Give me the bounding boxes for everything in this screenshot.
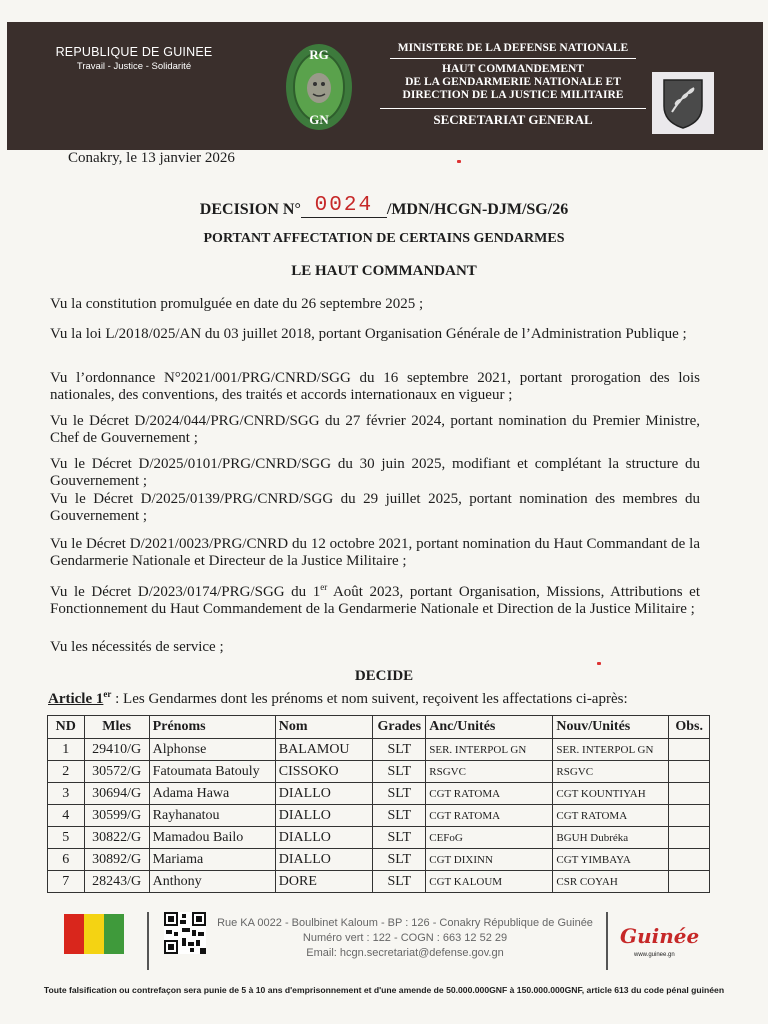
consideration-7: Vu le Décret D/2021/0023/PRG/CNRD du 12 octobre 2021, portant nomination du Haut Commandant de la Gendarmerie Nationale et Directeur de la Justice Militaire ; bbox=[50, 536, 700, 569]
red-dot-mark bbox=[457, 160, 461, 163]
command-line-2: DE LA GENDARMERIE NATIONALE ET bbox=[405, 76, 621, 88]
table-row bbox=[48, 761, 710, 783]
cell-prenoms: Mariama bbox=[149, 849, 275, 871]
cell-anc-unite: CGT DIXINN bbox=[426, 849, 553, 871]
footer-address-line: Rue KA 0022 - Boulbinet Kaloum - BP : 126 - Conakry République de Guinée bbox=[217, 917, 593, 929]
cell-prenoms: Fatoumata Batouly bbox=[149, 761, 275, 783]
cell-nouv-unite: CGT YIMBAYA bbox=[553, 849, 669, 871]
cell-mles: 30572/G bbox=[84, 761, 149, 783]
cell-prenoms: Adama Hawa bbox=[149, 783, 275, 805]
cell-nom: DIALLO bbox=[275, 783, 373, 805]
cell-nouv-unite: CSR COYAH bbox=[553, 871, 669, 893]
consideration-8-start: Vu le Décret D/2023/0174/PRG/SGG du 1 bbox=[50, 584, 321, 600]
cell-grade: SLT bbox=[373, 805, 426, 827]
footer-divider bbox=[606, 912, 608, 970]
cell-nouv-unite: SER. INTERPOL GN bbox=[553, 739, 669, 761]
cell-nouv-unite: BGUH Dubréka bbox=[553, 827, 669, 849]
command-line-3: DIRECTION DE LA JUSTICE MILITAIRE bbox=[402, 89, 624, 101]
date-line: Conakry, le 13 janvier 2026 bbox=[68, 150, 235, 166]
decision-authority: LE HAUT COMMANDANT bbox=[291, 263, 477, 279]
republic-title: REPUBLIQUE DE GUINEE bbox=[55, 45, 213, 59]
cell-grade: SLT bbox=[373, 761, 426, 783]
cell-nom: CISSOKO bbox=[275, 761, 373, 783]
col-header-mles: Mles bbox=[84, 716, 149, 739]
consideration-9: Vu les nécessités de service ; bbox=[50, 639, 224, 655]
cell-obs bbox=[669, 783, 710, 805]
cell-obs bbox=[669, 739, 710, 761]
footer-divider bbox=[147, 912, 149, 970]
cell-mles: 30599/G bbox=[84, 805, 149, 827]
table-row bbox=[48, 871, 710, 893]
justice-crest-icon bbox=[652, 72, 714, 134]
cell-nd: 1 bbox=[48, 739, 85, 761]
cell-obs bbox=[669, 827, 710, 849]
col-header-anc-unites: Anc/Unités bbox=[426, 716, 553, 739]
decide-heading: DECIDE bbox=[354, 668, 414, 684]
cell-anc-unite: CEFoG bbox=[426, 827, 553, 849]
cell-nd: 6 bbox=[48, 849, 85, 871]
cell-nouv-unite: CGT RATOMA bbox=[553, 805, 669, 827]
cell-grade: SLT bbox=[373, 871, 426, 893]
cell-grade: SLT bbox=[373, 783, 426, 805]
footer-address bbox=[212, 916, 598, 961]
cell-nd: 2 bbox=[48, 761, 85, 783]
consideration-3: Vu l’ordonnance N°2021/001/PRG/CNRD/SGG du 16 septembre 2021, portant prorogation des lois nationales, des conventions, des traités et accords internationaux en vigueur ; bbox=[50, 370, 700, 403]
col-header-prenoms: Prénoms bbox=[149, 716, 275, 739]
consideration-2: Vu la loi L/2018/025/AN du 03 juillet 2018, portant Organisation Générale de l’Administration Publique ; bbox=[50, 326, 687, 342]
secretariat-title: SECRETARIAT GENERAL bbox=[380, 108, 646, 126]
col-header-nom: Nom bbox=[275, 716, 373, 739]
decision-number: 0024 bbox=[301, 194, 387, 218]
cell-grade: SLT bbox=[373, 827, 426, 849]
decision-prefix: DECISION N° bbox=[199, 201, 301, 218]
cell-anc-unite: CGT RATOMA bbox=[426, 805, 553, 827]
cell-nom: DIALLO bbox=[275, 805, 373, 827]
consideration-1: Vu la constitution promulguée en date du 26 septembre 2025 ; bbox=[50, 296, 424, 312]
cell-grade: SLT bbox=[373, 849, 426, 871]
cell-nd: 5 bbox=[48, 827, 85, 849]
cell-mles: 30822/G bbox=[84, 827, 149, 849]
cell-obs bbox=[669, 871, 710, 893]
red-dot-mark bbox=[597, 662, 601, 665]
col-header-nouv-unites: Nouv/Unités bbox=[553, 716, 669, 739]
guinea-flag-icon bbox=[64, 914, 124, 954]
footer-email-line[interactable]: Email: hcgn.secretariat@defense.gov.gn bbox=[306, 947, 504, 959]
table-row bbox=[48, 783, 710, 805]
table-header-row bbox=[48, 716, 710, 739]
cell-nom: DORE bbox=[275, 871, 373, 893]
cell-nom: DIALLO bbox=[275, 827, 373, 849]
qr-code-icon[interactable] bbox=[164, 912, 206, 954]
cell-nd: 3 bbox=[48, 783, 85, 805]
consideration-8-sup: er bbox=[320, 582, 328, 592]
cell-anc-unite: SER. INTERPOL GN bbox=[426, 739, 553, 761]
republic-motto: Travail - Justice - Solidarité bbox=[76, 61, 192, 72]
guinee-brand-url[interactable]: www.guinee.gn bbox=[634, 952, 675, 958]
cell-nom: BALAMOU bbox=[275, 739, 373, 761]
gendarmerie-emblem-icon bbox=[284, 42, 354, 132]
cell-anc-unite: CGT KALOUM bbox=[426, 871, 553, 893]
article-1 bbox=[48, 689, 628, 708]
cell-prenoms: Mamadou Bailo bbox=[149, 827, 275, 849]
table-row bbox=[48, 739, 710, 761]
cell-obs bbox=[669, 805, 710, 827]
consideration-6: Vu le Décret D/2025/0139/PRG/CNRD/SGG du 29 juillet 2025, portant nomination des membres du Gouvernement ; bbox=[50, 491, 700, 524]
col-header-obs: Obs. bbox=[669, 716, 710, 739]
cell-mles: 30892/G bbox=[84, 849, 149, 871]
cell-nom: DIALLO bbox=[275, 849, 373, 871]
footer-phone-line: Numéro vert : 122 - COGN : 663 12 52 29 bbox=[302, 932, 508, 944]
cell-nd: 4 bbox=[48, 805, 85, 827]
article-text: : Les Gendarmes dont les prénoms et nom suivent, reçoivent les affectations ci-après: bbox=[111, 691, 628, 707]
cell-grade: SLT bbox=[373, 739, 426, 761]
cell-prenoms: Anthony bbox=[149, 871, 275, 893]
cell-obs bbox=[669, 849, 710, 871]
command-line-1: HAUT COMMANDEMENT bbox=[442, 63, 584, 75]
page-footer bbox=[0, 910, 768, 980]
cell-nouv-unite: RSGVC bbox=[553, 761, 669, 783]
table-row bbox=[48, 805, 710, 827]
decision-number-line bbox=[0, 194, 768, 222]
decision-suffix: /MDN/HCGN-DJM/SG/26 bbox=[386, 201, 569, 218]
cell-anc-unite: CGT RATOMA bbox=[426, 783, 553, 805]
cell-obs bbox=[669, 761, 710, 783]
cell-anc-unite: RSGVC bbox=[426, 761, 553, 783]
cell-nd: 7 bbox=[48, 871, 85, 893]
republic-block bbox=[44, 45, 224, 72]
consideration-8-end: Août 2023, portant Organisation, Missions, Attributions et Fonctionnement du Haut Commandement de la Gendarmerie Nationale et Direction de la Justice Militaire ; bbox=[50, 584, 700, 617]
ministry-title: MINISTERE DE LA DEFENSE NATIONALE bbox=[390, 42, 636, 59]
emblem-top-text: RG bbox=[309, 47, 329, 62]
cell-prenoms: Rayhanatou bbox=[149, 805, 275, 827]
col-header-grades: Grades bbox=[373, 716, 426, 739]
decision-subject: PORTANT AFFECTATION DE CERTAINS GENDARMES bbox=[203, 231, 565, 246]
cell-nouv-unite: CGT KOUNTIYAH bbox=[553, 783, 669, 805]
table-row bbox=[48, 849, 710, 871]
emblem-bottom-text: GN bbox=[309, 112, 329, 127]
article-label: Article 1 bbox=[48, 691, 104, 707]
cell-prenoms: Alphonse bbox=[149, 739, 275, 761]
cell-mles: 30694/G bbox=[84, 783, 149, 805]
consideration-4: Vu le Décret D/2024/044/PRG/CNRD/SGG du 27 février 2024, portant nomination du Premier Ministre, Chef de Gouvernement ; bbox=[50, 413, 700, 446]
ministry-block bbox=[380, 42, 646, 126]
col-header-nd: ND bbox=[48, 716, 85, 739]
consideration-5: Vu le Décret D/2025/0101/PRG/CNRD/SGG du 30 juin 2025, modifiant et complétant la structure du Gouvernement ; bbox=[50, 456, 700, 489]
cell-mles: 29410/G bbox=[84, 739, 149, 761]
cell-mles: 28243/G bbox=[84, 871, 149, 893]
assignment-table bbox=[47, 715, 710, 893]
legal-warning: Toute falsification ou contrefaçon sera punie de 5 à 10 ans d'emprisonnement et d'une amende de 50.000.000GNF à 150.000.000GNF, article 613 du code pénal guinéen bbox=[43, 985, 725, 995]
guinee-brand-logo: Guinée bbox=[620, 924, 700, 948]
table-row bbox=[48, 827, 710, 849]
consideration-8 bbox=[50, 579, 700, 618]
article-sup: er bbox=[103, 689, 112, 699]
